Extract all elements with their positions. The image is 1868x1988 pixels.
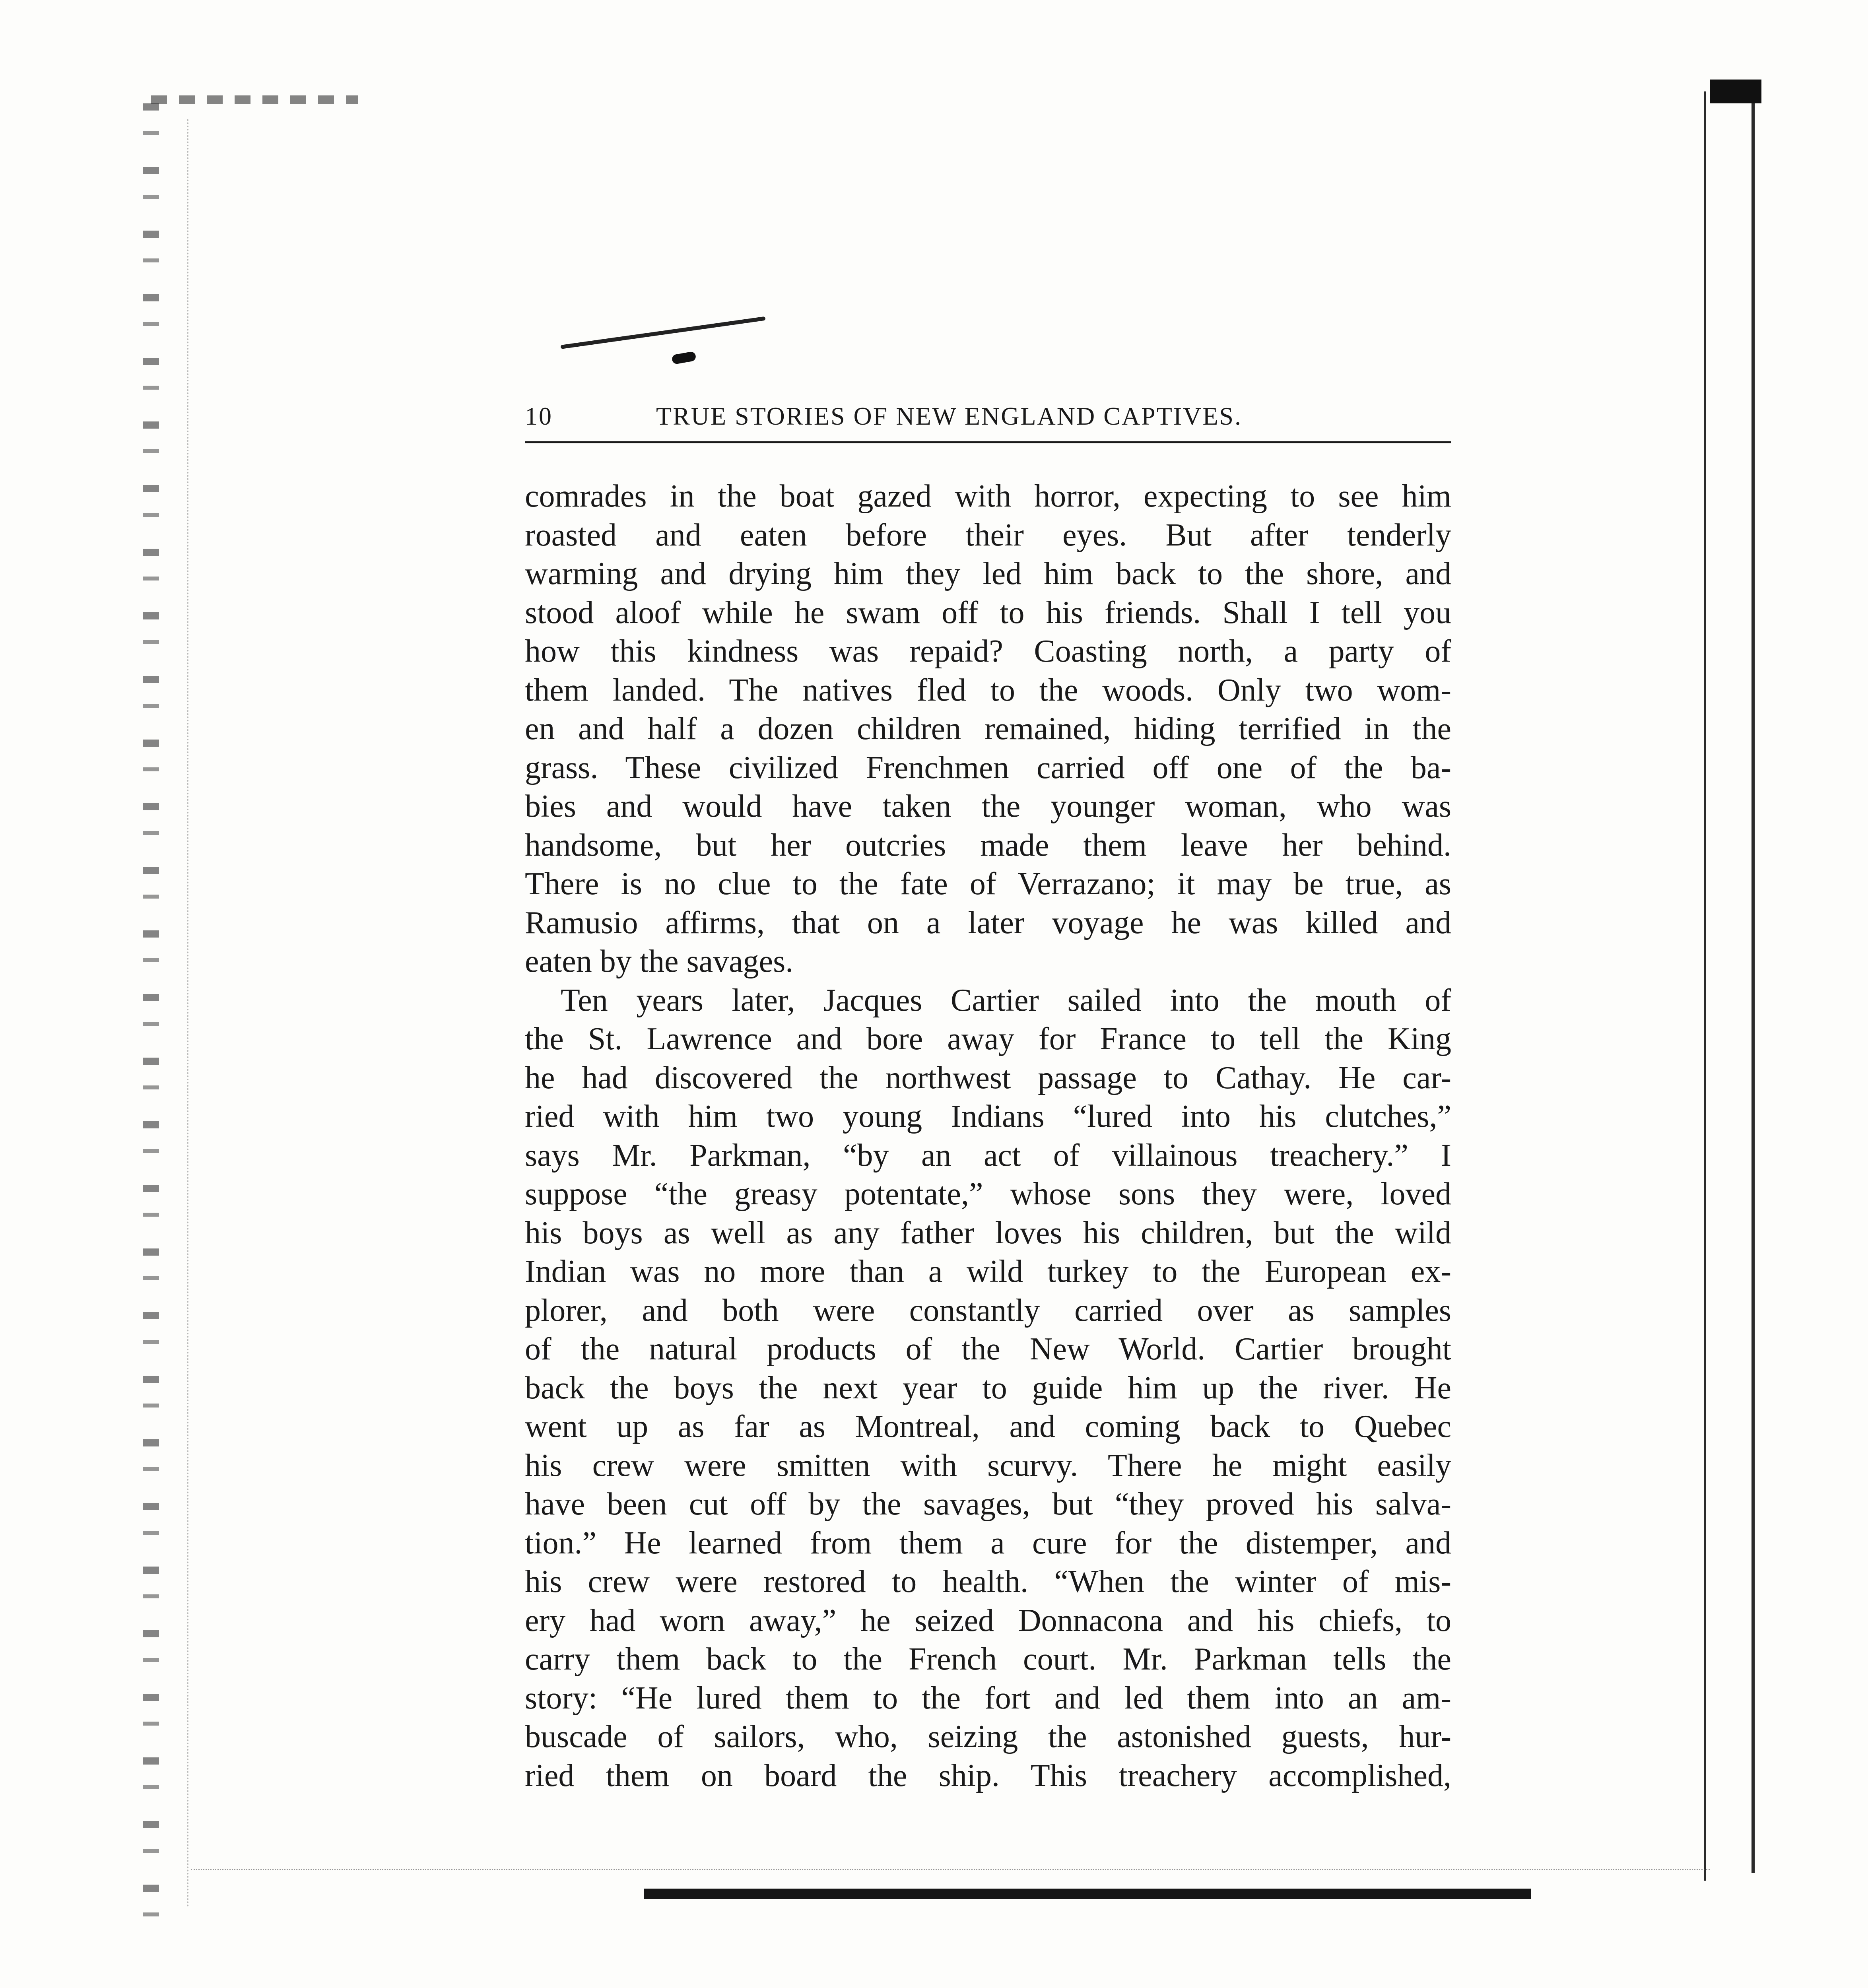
text-line: eaten by the savages. — [525, 944, 794, 979]
text-line: suppose “the greasy potentate,” whose sons they were, loved — [525, 1176, 1451, 1211]
scan-speckle-top — [151, 95, 358, 104]
text-line: ried them on board the ship. This treachery accomplished, — [525, 1758, 1451, 1793]
text-line: Ramusio affirms, that on a later voyage he was killed and — [525, 905, 1451, 940]
scan-rule-right — [1751, 103, 1755, 1873]
text-line: he had discovered the northwest passage to Cathay. He car- — [525, 1060, 1451, 1095]
text-line: says Mr. Parkman, “by an act of villainous treachery.” I — [525, 1138, 1451, 1173]
text-line: handsome, but her outcries made them leave her behind. — [525, 827, 1451, 863]
text-line: his boys as well as any father loves his children, but the wild — [525, 1215, 1451, 1250]
text-line: his crew were restored to health. “When the winter of mis- — [525, 1564, 1451, 1599]
scan-edge-left — [143, 103, 159, 1916]
text-line: went up as far as Montreal, and coming back to Quebec — [525, 1409, 1451, 1444]
text-line: comrades in the boat gazed with horror, expecting to see him — [525, 479, 1451, 514]
scan-speckle-bottom — [191, 1869, 1710, 1886]
pen-stroke-mark — [560, 316, 765, 349]
text-line: story: “He lured them to the fort and led them into an am- — [525, 1680, 1451, 1716]
text-line: ried with him two young Indians “lured into his clutches,” — [525, 1099, 1451, 1134]
text-line: how this kindness was repaid? Coasting north, a party of — [525, 634, 1451, 669]
text-line: plorer, and both were constantly carried over as samples — [525, 1293, 1451, 1328]
text-line: Indian was no more than a wild turkey to the European ex- — [525, 1254, 1451, 1289]
pen-stroke-blot — [671, 351, 696, 365]
text-line: have been cut off by the savages, but “they proved his salva- — [525, 1487, 1451, 1522]
text-line: the St. Lawrence and bore away for France to tell the King — [525, 1021, 1451, 1056]
running-head — [525, 398, 1451, 443]
paragraph-1 — [525, 477, 1451, 981]
text-line: en and half a dozen children remained, hiding terrified in the — [525, 711, 1451, 746]
text-line: tion.” He learned from them a cure for the distemper, and — [525, 1525, 1451, 1561]
text-line: ery had worn away,” he seized Donnacona and his chiefs, to — [525, 1603, 1451, 1638]
text-line: warming and drying him they led him back to the shore, and — [525, 556, 1451, 591]
scan-edge-right — [1704, 91, 1706, 1881]
page-number: 10 — [525, 402, 553, 430]
text-line: them landed. The natives fled to the woods. Only two wom- — [525, 672, 1451, 708]
running-title: TRUE STORIES OF NEW ENGLAND CAPTIVES. — [656, 402, 1242, 430]
text-line: grass. These civilized Frenchmen carried off one of the ba- — [525, 750, 1451, 785]
paragraph-2 — [525, 981, 1451, 1796]
text-line: There is no clue to the fate of Verrazano; it may be true, as — [525, 866, 1451, 901]
text-line: bies and would have taken the younger woman, who was — [525, 789, 1451, 824]
text-line: his crew were smitten with scurvy. There he might easily — [525, 1448, 1451, 1483]
text-line: buscade of sailors, who, seizing the astonished guests, hur- — [525, 1719, 1451, 1754]
body-text — [525, 477, 1451, 1795]
text-line: back the boys the next year to guide him up the river. He — [525, 1370, 1451, 1406]
scan-bar-bottom — [644, 1889, 1531, 1899]
text-line: carry them back to the French court. Mr. Parkman tells the — [525, 1642, 1451, 1677]
scan-dots-left — [187, 119, 193, 1908]
scan-tab-right — [1710, 80, 1761, 103]
text-line: Ten years later, Jacques Cartier sailed into the mouth of — [561, 982, 1451, 1018]
text-line: of the natural products of the New World. Cartier brought — [525, 1332, 1451, 1367]
text-line: roasted and eaten before their eyes. But after tenderly — [525, 517, 1451, 553]
text-line: stood aloof while he swam off to his friends. Shall I tell you — [525, 595, 1451, 630]
